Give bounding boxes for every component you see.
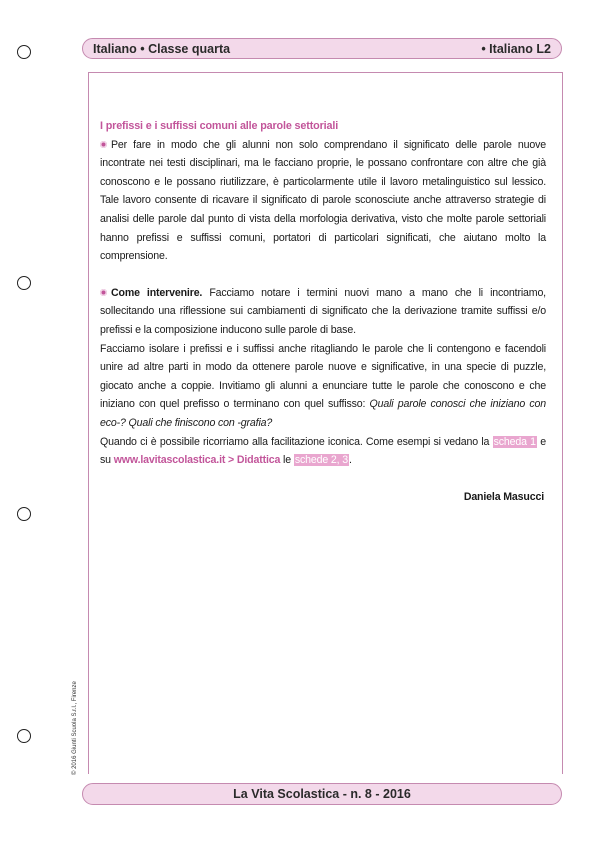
website-link[interactable]: www.lavitascolastica.it > Didattica [113,454,281,467]
binder-hole-3 [17,507,31,521]
lead-in: Come intervenire. [111,286,203,299]
paragraph-spacer [100,266,546,284]
author-signature: Daniela Masucci [463,490,544,503]
footer-title: La Vita Scolastica - n. 8 - 2016 [233,787,411,801]
schede-2-3-link[interactable]: schede 2, 3 [294,454,348,467]
example-questions: Quali parole conosci che iniziano con eco-? Quali che finiscono con -grafia? [100,398,546,429]
header-series: • Italiano L2 [481,41,551,56]
header-subject: Italiano • Classe quarta [93,41,231,56]
binder-hole-1 [17,45,31,59]
bullet-icon [100,141,107,148]
header-bar [82,38,562,59]
copyright-notice: © 2016 Giunti Scuola S.r.l., Firenze [72,681,78,775]
paragraph-resources: Quando ci è possibile ricorriamo alla facilitazione iconica. Come esempi si vedano la scheda 1 e su www.lavitascolastica.it > Didattica le schede 2, 3. [100,435,546,467]
paragraph-how-to: Come intervenire. Facciamo notare i termini nuovi mano a mano che li incontriamo, sollecitando una riflessione sui cambiamenti di significato che la derivazione tramite suffissi e/o prefissi e la composizione inducono sulle parole di base. [100,286,546,336]
paragraph-intro: Per fare in modo che gli alunni non solo comprendano il significato delle parole nuove incontrate nei testi disciplinari, ma le facciano proprie, le possano confrontare con altre che già conoscono e le possano riutilizzare, è particolarmente utile il lavoro metalinguistico sul lessico. Tale lavoro consente di ricavare il significato di parole sconosciute anche attraverso strategie di analisi delle parole dal punto di vista della morfologia derivativa, visto che molte parole settoriali hanno prefissi e suffissi comuni, portatori di particolari significati, che aiutano molto la comprensione. [100,138,546,263]
scheda-1-link[interactable]: scheda 1 [493,435,536,448]
section-title: I prefissi e i suffissi comuni alle parole settoriali [100,120,339,132]
binder-hole-2 [17,276,31,290]
article-body [100,117,546,506]
paragraph-activities: Facciamo isolare i prefissi e i suffissi anche ritagliando le parole che li contengono e facendoli unire ad altre parti in modo da ottenere parole nuove e significative, in una specie di puzzle, giocato anche a coppie. Invitiamo gli alunni a enunciare tutte le parole che conoscono e che iniziano con quel prefisso o terminano con quel suffisso: Quali parole conosci che iniziano con eco-? Quali che finiscono con -grafia? [100,342,546,429]
bullet-icon [100,289,107,296]
binder-hole-4 [17,729,31,743]
footer-bar [82,783,562,805]
